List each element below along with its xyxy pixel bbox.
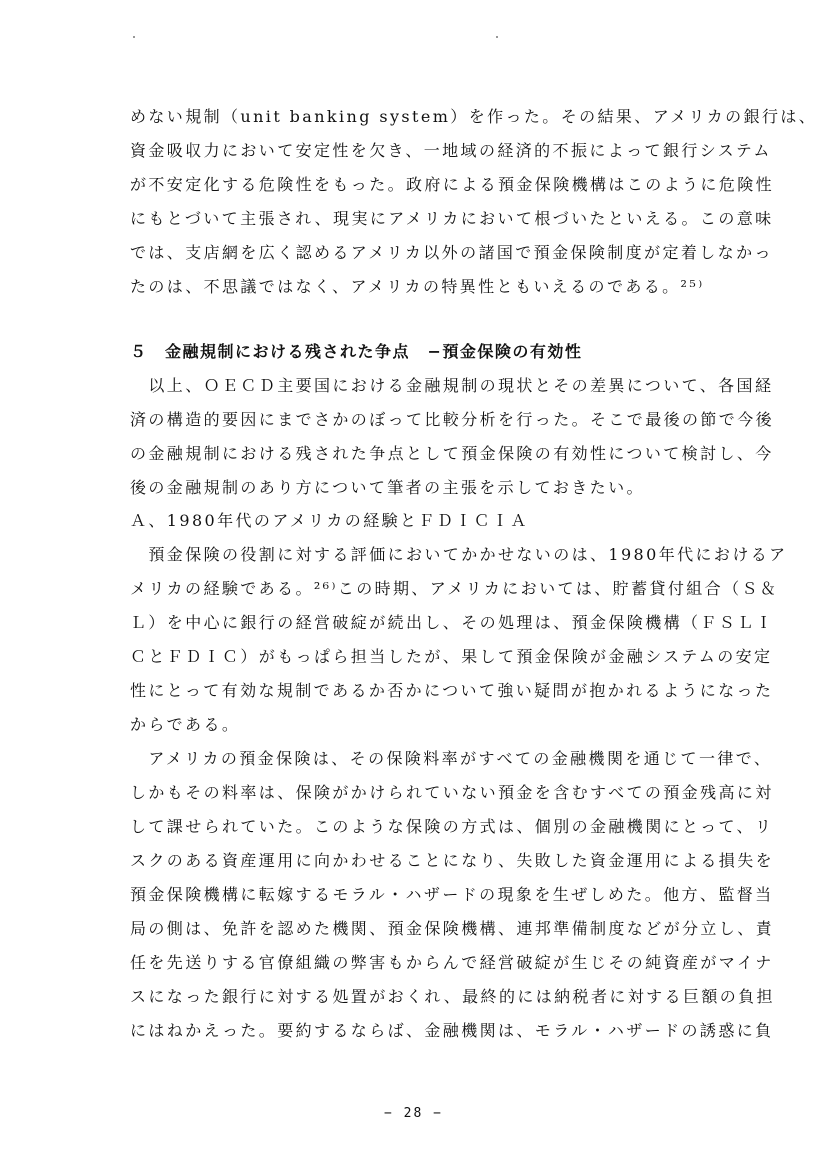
paragraph-line: ＣとＦＤＩＣ）がもっぱら担当したが、果して預金保険が金融システムの安定: [130, 647, 773, 666]
paragraph-line: アメリカの預金保険は、その保険料率がすべての金融機関を通じて一律で、: [130, 749, 773, 768]
paragraph-line: 預金保険機構に転嫁するモラル・ハザードの現象を生ぜしめた。他方、監督当: [130, 885, 774, 904]
paragraph-line: Ｌ）を中心に銀行の経営破綻が続出し、その処理は、預金保険機構（ＦＳＬＩ: [130, 613, 775, 632]
paragraph-line: では、支店網を広く認めるアメリカ以外の諸国で預金保険制度が定着しなかっ: [130, 243, 773, 262]
paragraph-line: 任を先送りする官僚組織の弊害もからんで経営破綻が生じその純資産がマイナ: [130, 953, 774, 972]
subsection-heading: Ａ、1980年代のアメリカの経験とＦＤＩＣＩＡ: [130, 511, 529, 530]
paragraph-line: めない規制（unit banking system）を作った。その結果、アメリカの銀行は、: [130, 107, 818, 126]
paragraph-line: 預金保険の役割に対する評価においてかかせないのは、1980年代におけるア: [130, 545, 788, 564]
paragraph-line: メリカの経験である。²⁶⁾この時期、アメリカにおいては、貯蓄貸付組合（Ｓ＆: [130, 579, 779, 598]
paragraph-line: 資金吸収力において安定性を欠き、一地域の経済的不振によって銀行システム: [130, 141, 772, 160]
paragraph-line: にはねかえった。要約するならば、金融機関は、モラル・ハザードの誘惑に負: [130, 1021, 774, 1040]
paragraph-line: の金融規制における残された争点として預金保険の有効性について検討し、今: [130, 444, 774, 463]
paragraph-line: 後の金融規制のあり方について筆者の主張を示しておきたい。: [130, 478, 645, 497]
paragraph-line: スになった銀行に対する処置がおくれ、最終的には納税者に対する巨額の負担: [130, 987, 775, 1006]
page-number: − 28 −: [384, 1106, 443, 1121]
paragraph-line: しかもその料率は、保険がかけられていない預金を含むすべての預金残高に対: [130, 783, 774, 802]
paragraph-line: からである。: [130, 715, 241, 734]
paragraph-line: スクのある資産運用に向かわせることになり、失敗した資金運用による損失を: [130, 851, 775, 870]
paragraph-line: たのは、不思議ではなく、アメリカの特異性ともいえるのである。²⁵⁾: [130, 277, 705, 296]
paragraph-line: 以上、ＯＥＣＤ主要国における金融規制の現状とその差異について、各国経: [130, 376, 774, 395]
paragraph-line: 済の構造的要因にまでさかのぼって比較分析を行った。そこで最後の節で今後: [130, 410, 775, 429]
scan-speck: [133, 36, 135, 38]
paragraph-line: が不安定化する危険性をもった。政府による預金保険機構はこのように危険性: [130, 175, 775, 194]
paragraph-line: して課せられていた。このような保険の方式は、個別の金融機関にとって、リ: [130, 817, 774, 836]
section-heading: ５ 金融規制における残された争点 −預金保険の有効性: [130, 342, 583, 361]
paragraph-line: 局の側は、免許を認めた機関、預金保険機構、連邦準備制度などが分立し、責: [130, 919, 775, 938]
paragraph-line: 性にとって有効な規制であるか否かについて強い疑問が抱かれるようになった: [130, 681, 774, 700]
scan-speck: [496, 36, 498, 38]
paragraph-line: にもとづいて主張され、現実にアメリカにおいて根づいたといえる。この意味: [130, 209, 774, 228]
